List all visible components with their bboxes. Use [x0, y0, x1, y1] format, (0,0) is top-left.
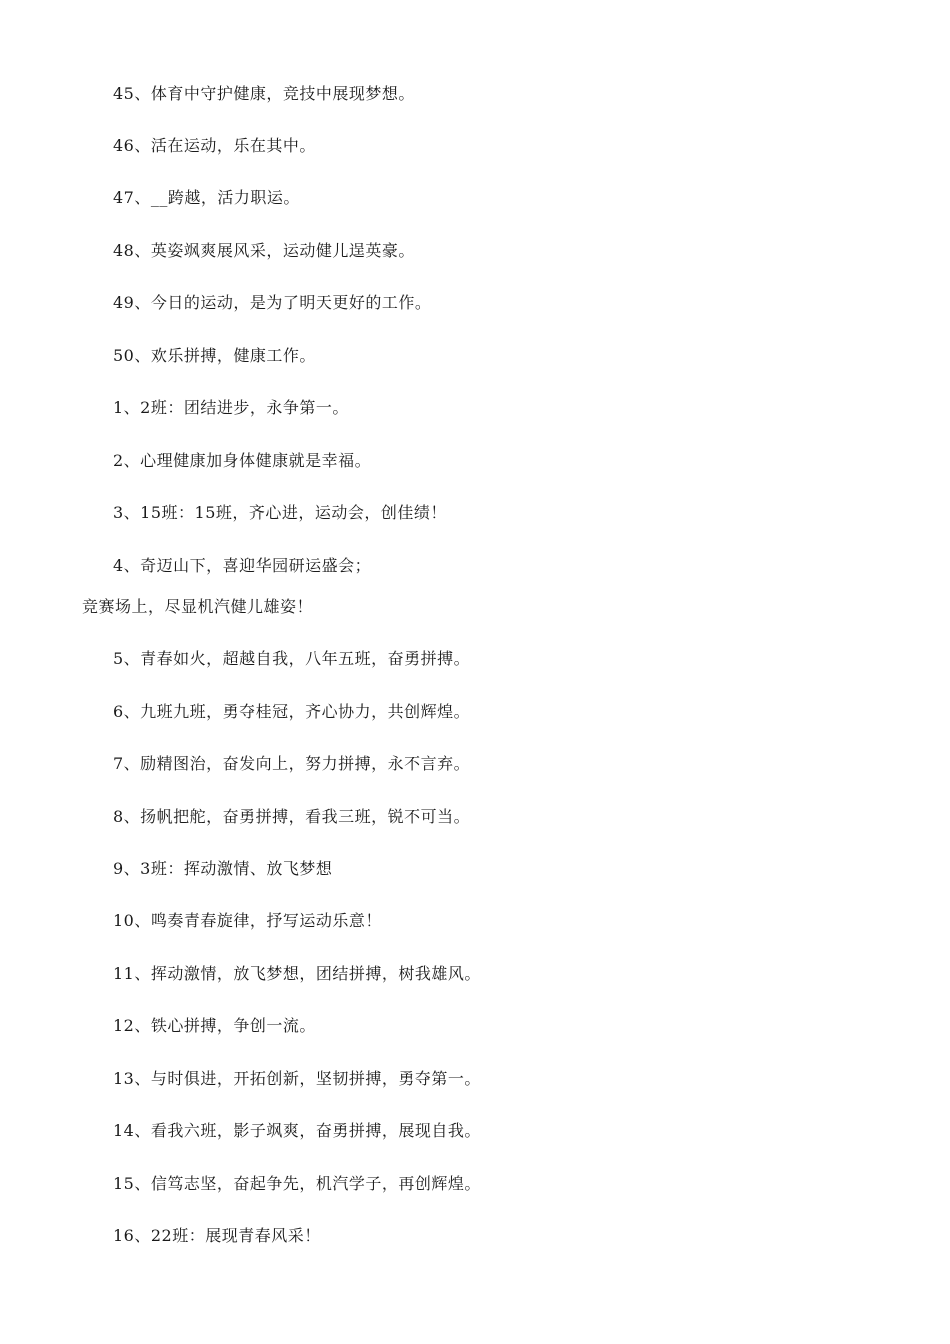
slogan-8: 8、扬帆把舵，奋勇拼搏，看我三班，锐不可当。 [113, 807, 471, 826]
slogan-11: 11、挥动激情，放飞梦想，团结拼搏，树我雄风。 [113, 964, 481, 983]
slogan-47: 47、__跨越，活力职运。 [113, 188, 300, 207]
slogan-2: 2、心理健康加身体健康就是幸福。 [113, 451, 372, 470]
slogan-4-continuation: 竞赛场上，尽显机汽健儿雄姿！ [82, 597, 314, 616]
slogan-46: 46、活在运动，乐在其中。 [113, 136, 316, 155]
slogan-15: 15、信笃志坚，奋起争先，机汽学子，再创辉煌。 [113, 1174, 481, 1193]
slogan-9: 9、3班：挥动激情、放飞梦想 [113, 859, 333, 878]
slogan-6: 6、九班九班，勇夺桂冠，齐心协力，共创辉煌。 [113, 702, 471, 721]
slogan-45: 45、体育中守护健康，竞技中展现梦想。 [113, 84, 415, 103]
slogan-10: 10、鸣奏青春旋律，抒写运动乐意！ [113, 911, 382, 930]
slogan-50: 50、欢乐拼搏，健康工作。 [113, 346, 316, 365]
slogan-13: 13、与时俱进，开拓创新，坚韧拼搏，勇夺第一。 [113, 1069, 481, 1088]
slogan-7: 7、励精图治，奋发向上，努力拼搏，永不言弃。 [113, 754, 471, 773]
slogan-3: 3、15班：15班，齐心进，运动会，创佳绩！ [113, 503, 447, 522]
slogan-12: 12、铁心拼搏，争创一流。 [113, 1016, 316, 1035]
slogan-4: 4、奇迈山下，喜迎华园研运盛会； [113, 556, 372, 575]
slogan-16: 16、22班：展现青春风采！ [113, 1226, 321, 1245]
slogan-14: 14、看我六班，影子飒爽，奋勇拼搏，展现自我。 [113, 1121, 481, 1140]
slogan-48: 48、英姿飒爽展风采，运动健儿逞英豪。 [113, 241, 415, 260]
slogan-49: 49、今日的运动，是为了明天更好的工作。 [113, 293, 432, 312]
slogan-1: 1、2班：团结进步，永争第一。 [113, 398, 349, 417]
slogan-5: 5、青春如火，超越自我，八年五班，奋勇拼搏。 [113, 649, 471, 668]
